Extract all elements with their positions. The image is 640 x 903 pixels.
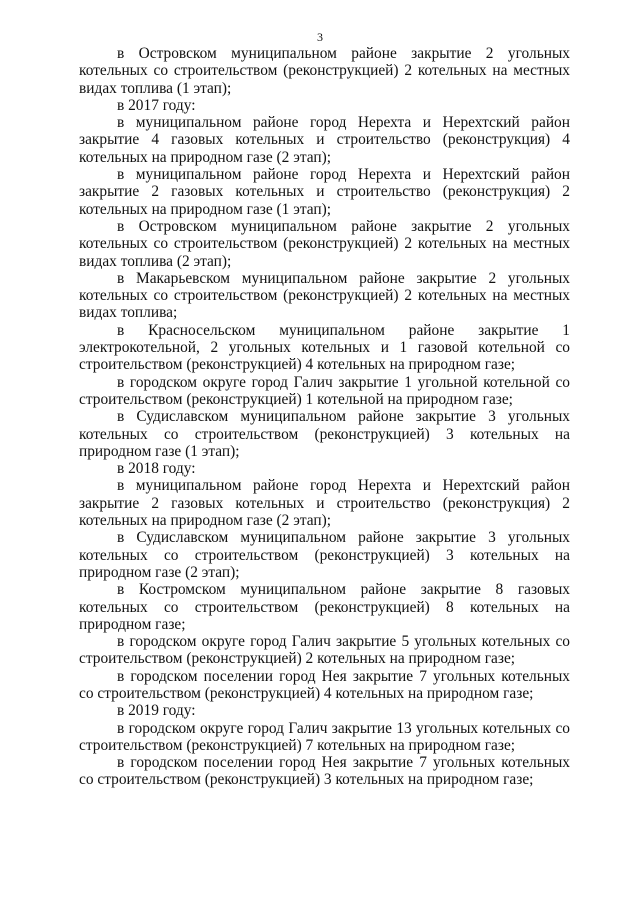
paragraph: в Судиславском муниципальном районе закрытие 3 угольных котельных со строительством (реконструкцией) 3 котельных на природном газе (2 этап); <box>79 529 570 581</box>
paragraph: в городском поселении город Нея закрытие 7 угольных котельных со строительством (реконструкцией) 4 котельных на природном газе; <box>79 667 570 702</box>
paragraph: в Костромском муниципальном районе закрытие 8 газовых котельных со строительством (реконструкцией) 8 котельных на природном газе; <box>79 581 570 633</box>
year-heading: в 2017 году: <box>117 96 196 114</box>
paragraph: в муниципальном районе город Нерехта и Нерехтский район закрытие 2 газовых котельных и строительство (реконструкция) 2 котельных на природном газе (1 этап); <box>79 166 570 218</box>
paragraph: в Красносельском муниципальном районе закрытие 1 электрокотельной, 2 угольных котельных и 1 газовой котельной со строительством (реконструкцией) 4 котельных на природном газе; <box>79 321 570 374</box>
paragraph: в городском округе город Галич закрытие 5 угольных котельных со строительством (реконструкцией) 2 котельных на природном газе; <box>79 633 570 668</box>
paragraph: в Островском муниципальном районе закрытие 2 угольных котельных со строительством (реконструкцией) 2 котельных на местных видах топлива (2 этап); <box>79 217 570 270</box>
year-heading: в 2019 году: <box>117 702 196 720</box>
paragraph: в муниципальном районе город Нерехта и Нерехтский район закрытие 4 газовых котельных и строительство (реконструкция) 4 котельных на природном газе (2 этап); <box>79 114 570 166</box>
paragraph: в Судиславском муниципальном районе закрытие 3 угольных котельных со строительством (реконструкцией) 3 котельных на природном газе (1 этап); <box>79 408 570 460</box>
paragraph: в городском округе город Галич закрытие 13 угольных котельных со строительством (реконструкцией) 7 котельных на природном газе; <box>79 719 570 754</box>
paragraph: в Макарьевском муниципальном районе закрытие 2 угольных котельных со строительством (реконструкцией) 2 котельных на местных видах топлива; <box>79 269 570 322</box>
page-number: 3 <box>317 30 323 44</box>
paragraph: в городском поселении город Нея закрытие 7 угольных котельных со строительством (реконструкцией) 3 котельных на природном газе; <box>79 754 570 789</box>
paragraph: в Островском муниципальном районе закрытие 2 угольных котельных со строительством (реконструкцией) 2 котельных на местных видах топлива (1 этап); <box>79 45 570 97</box>
paragraph: в муниципальном районе город Нерехта и Нерехтский район закрытие 2 газовых котельных и строительство (реконструкция) 2 котельных на природном газе (2 этап); <box>79 477 570 530</box>
year-heading: в 2018 году: <box>117 460 196 478</box>
paragraph: в городском округе город Галич закрытие 1 угольной котельной со строительством (реконструкцией) 1 котельной на природном газе; <box>79 373 570 408</box>
document-body <box>79 45 570 789</box>
